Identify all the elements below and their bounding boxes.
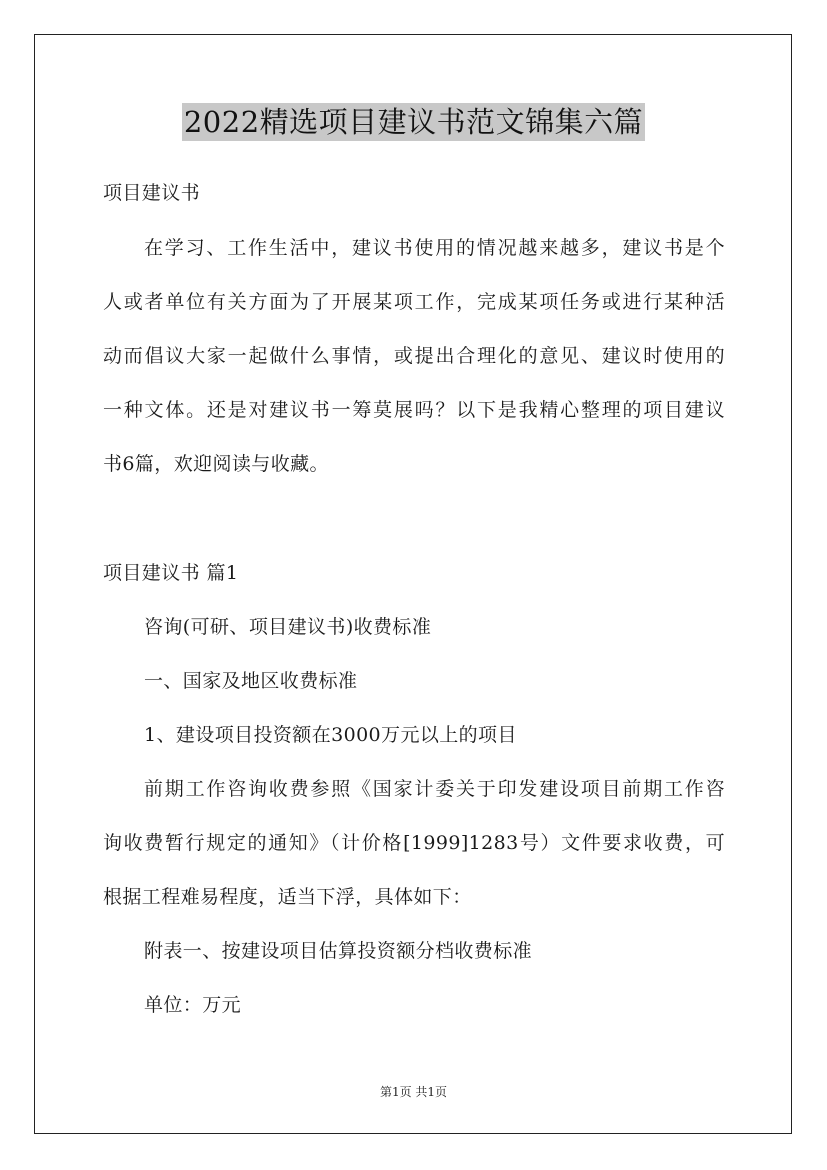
document-title: 2022精选项目建议书范文锦集六篇 [183, 105, 644, 139]
intro-line-1: 在学习、工作生活中，建议书使用的情况越来越多，建议书是个 [144, 237, 725, 259]
unit-line: 单位：万元 [144, 994, 242, 1016]
para-line-1: 前期工作咨询收费参照《国家计委关于印发建设项目前期工作咨 [144, 778, 725, 800]
table-caption: 附表一、按建设项目估算投资额分档收费标准 [144, 940, 533, 962]
intro-line-2: 人或者单位有关方面为了开展某项工作，完成某项任务或进行某种活 [103, 291, 725, 313]
page-footer: 第1页 共1页 [379, 1085, 448, 1099]
intro-line-3: 动而倡议大家一起做什么事情，或提出合理化的意见、建议时使用的 [103, 345, 725, 367]
section-heading: 项目建议书 篇1 [103, 562, 239, 584]
para-line-3: 根据工程难易程度，适当下浮，具体如下： [103, 886, 472, 908]
title-container [0, 103, 827, 141]
para-line-2: 询收费暂行规定的通知》（计价格[1999]1283号）文件要求收费，可 [103, 832, 725, 854]
section-line-1: 咨询(可研、项目建议书)收费标准 [144, 616, 432, 638]
section-line-2: 一、国家及地区收费标准 [144, 670, 358, 692]
section-line-3: 1、建设项目投资额在3000万元以上的项目 [144, 724, 517, 746]
intro-line-5: 书6篇，欢迎阅读与收藏。 [103, 453, 329, 475]
doc-heading: 项目建议书 [103, 182, 201, 204]
intro-line-4: 一种文体。还是对建议书一筹莫展吗？以下是我精心整理的项目建议 [103, 399, 725, 421]
